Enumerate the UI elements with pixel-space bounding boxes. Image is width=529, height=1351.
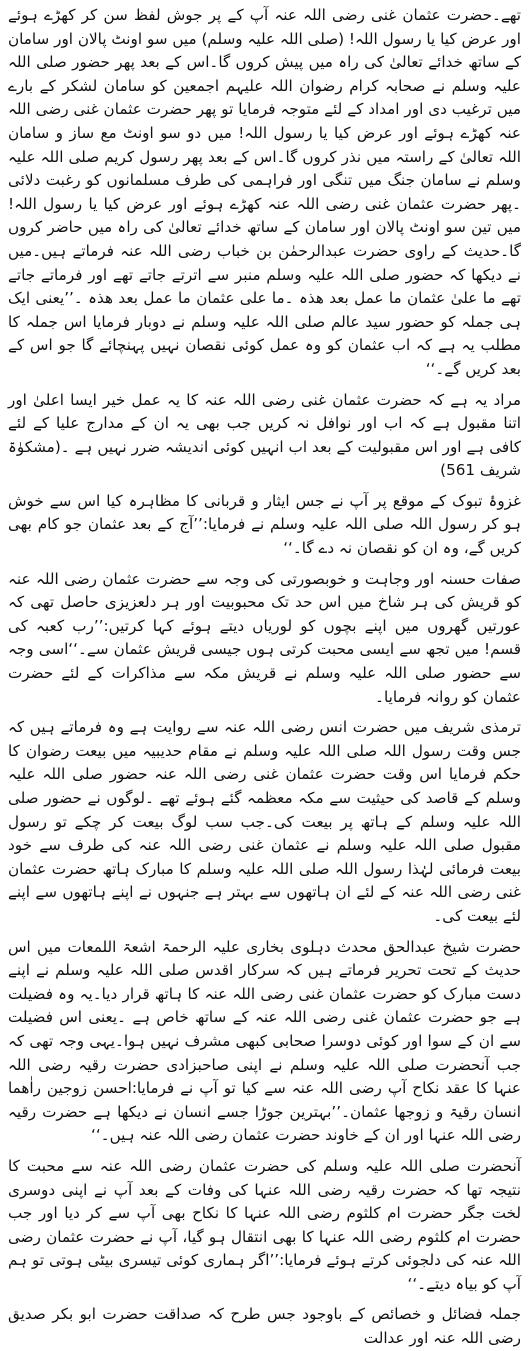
paragraph-qualities-and-love: صفات حسنہ اور وجاہت و خوبصورتی کی وجہ سے حضرت عثمان رضی اللہ عنہ کو قریش کی ہر شاخ میں اس حد تک محبوبیت اور ہر دلعزیزی حاصل تھی کہ عورتیں گھروں میں اپنے بچوں کو لوریاں دیتے ہوئے کہا کرتیں:’’رب کعبہ کی قسم! میں تجھ سے ایسی محبت کرتی ہوں جیسی قریش عثمان سے۔‘‘اسی وجہ سے حضور صلی اللہ علیہ وسلم نے قریش مکہ سے مذاکرات کے لئے حضرت عثمان کو روانہ فرمایا۔ xyxy=(8,569,521,706)
paragraph-pledge-of-camels: تھے۔حضرت عثمان غنی رضی اللہ عنہ آپ کے پر جوش لفظ سن کر کھڑے ہوئے اور عرض کیا یا رسول اللہ! (صلی اللہ علیہ وسلم) میں سو اونٹ پالان اور سامان کے ساتھ خدائے تعالیٰ کی راہ میں پیش کروں گا۔اس کے بعد پھر حضور صلی اللہ علیہ وسلم نے صحابہ کرام رضوان اللہ علیہم اجمعین کو سامان لشکر کے بارے میں ترغیب دی اور امداد کے لئے متوجہ فرمایا تو پھر حضرت عثمان غنی رضی اللہ عنہ کھڑے ہوئے اور عرض کیا یا رسول اللہ! میں دو سو اونٹ مع ساز و سامان اللہ تعالیٰ کے راستہ میں نذر کروں گا۔اس کے بعد پھر رسول کریم صلی اللہ علیہ وسلم نے سامان جنگ میں تنگی اور فراہمی کی طرف مسلمانوں کو رغبت دلائی ۔پھر حضرت عثمان غنی رضی اللہ عنہ کھڑے ہوئے اور عرض کیا یا رسول اللہ! میں تین سو اونٹ پالان اور سامان کے ساتھ خدائے تعالیٰ کی راہ میں حاضر کروں گا۔حدیث کے راوی حضرت عبدالرحمٰن بن خباب رضی اللہ عنہ فرماتے ہیں۔میں نے دیکھا کہ حضور صلی اللہ علیہ وسلم منبر سے اترتے جاتے تھے اور فرماتے جاتے تھے ما علیٰ عثمان ما عمل بعد ھذہ ۔ما علی عثمان ما عمل بعد ھذہ ۔’’یعنی ایک ہی جملہ کو حضور سید عالم صلی اللہ علیہ وسلم نے دوبار فرمایا اس جملہ کا مطلب یہ ہے کہ اب عثمان کو وہ عمل کوئی نقصان نہیں پہنچائے گا جو اس کے بعد کریں گے۔‘‘ xyxy=(8,6,521,378)
paragraph-sheikh-abdul-haq: حضرت شیخ عبدالحق محدث دہلوی بخاری علیہ الرحمۃ اشعۃ اللمعات میں اس حدیث کے تحت تحریر فرماتے ہیں کہ سرکار اقدس صلی اللہ علیہ وسلم نے اپنے دست مبارک کو حضرت عثمان غنی رضی اللہ عنہ کا ہاتھ قرار دیا۔یہ وہ فضیلت ہے جو حضرت عثمان غنی رضی اللہ عنہ کے ساتھ خاص ہے ۔یعنی اس فضیلت سے ان کے سوا اور کوئی دوسرا صحابی کبھی مشرف نہیں ہوا۔یہی وجہ تھی کہ جب آنحضرت صلی اللہ علیہ وسلم نے اپنی صاحبزادی حضرت رقیہ رضی اللہ عنہا کا عقد نکاح آپ رضی اللہ عنہ سے کیا تو آپ نے فرمایا:احسن زوجین راٰھما انسان رقیۃ و زوجھا عثمان۔’’بہترین جوڑا جسے انسان نے دیکھا ہے حضرت رقیہ رضی اللہ عنہا اور ان کے خاوند حضرت عثمان رضی اللہ عنہ ہیں۔‘‘ xyxy=(8,937,521,1145)
paragraph-tabuk-saying: غزوۂ تبوک کے موقع پر آپ نے جس ایثار و قربانی کا مظاہرہ کیا اس سے خوش ہو کر رسول اللہ صلی اللہ علیہ وسلم نے فرمایا:’’آج کے بعد عثمان جو کام بھی کریں گے، وہ ان کو نقصان نہ دے گا۔‘‘ xyxy=(8,491,521,558)
paragraph-tirmidhi-hudaibiya: ترمذی شریف میں حضرت انس رضی اللہ عنہ سے روایت ہے وہ فرماتے ہیں کہ جس وقت رسول اللہ صلی اللہ علیہ وسلم نے مقام حدیبیہ میں بیعت رضوان کا حکم فرمایا اس وقت حضرت عثمان غنی رضی اللہ عنہ حضور صلی اللہ علیہ وسلم کے قاصد کی حیثیت سے مکہ معظمہ گئے ہوئے تھے ۔لوگوں نے حضور صلی اللہ علیہ وسلم کے ہاتھ پر بیعت کی۔جب سب لوگ بیعت کر چکے تو رسول مقبول صلی اللہ علیہ وسلم نے عثمان غنی رضی اللہ عنہ کی طرف سے خود بیعت فرمائی لہٰذا رسول اللہ صلی اللہ علیہ وسلم کا مبارک ہاتھ حضرت عثمان غنی رضی اللہ عنہ کے لئے ان ہاتھوں سے بہتر ہے جنہوں نے اپنے ہاتھوں سے اپنے لئے بیعت کی۔ xyxy=(8,718,521,925)
paragraph-final-line: جملہ فضائل و خصائص کے باوجود جس طرح کہ صداقت حضرت ابو بکر صدیق رضی اللہ عنہ اور عدالت xyxy=(8,1305,521,1348)
paragraph-umm-kulthum: آنحضرت صلی اللہ علیہ وسلم کی حضرت عثمان رضی اللہ عنہ سے محبت کا نتیجہ تھا کہ حضرت رقیہ رضی اللہ عنہا کی وفات کے بعد آپ نے اپنی دوسری لخت جگر حضرت ام کلثوم رضی اللہ عنہا کا نکاح بھی آپ سے کر دیا اور جب حضرت ام کلثوم رضی اللہ عنہا کا بھی انتقال ہو گیا، آپ نے حضرت عثمان رضی اللہ عنہ کی دلجوئی کرتے ہوئے فرمایا:’’اگر ہماری کوئی تیسری بیٹی ہوتی تو ہم آپ کو بیاہ دیتے۔‘‘ xyxy=(8,1156,521,1293)
paragraph-meaning-explanation: مراد یہ ہے کہ حضرت عثمان غنی رضی اللہ عنہ کا یہ عمل خیر ایسا اعلیٰ اور اتنا مقبول ہے کہ اب اور نوافل نہ کریں جب بھی یہ ان کے مدارج علیا کے لئے کافی ہے اور اس مقبولیت کے بعد اب انہیں کوئی اندیشہ ضرر نہیں ہے ۔(مشکوٰۃ شریف 561) xyxy=(8,390,521,480)
